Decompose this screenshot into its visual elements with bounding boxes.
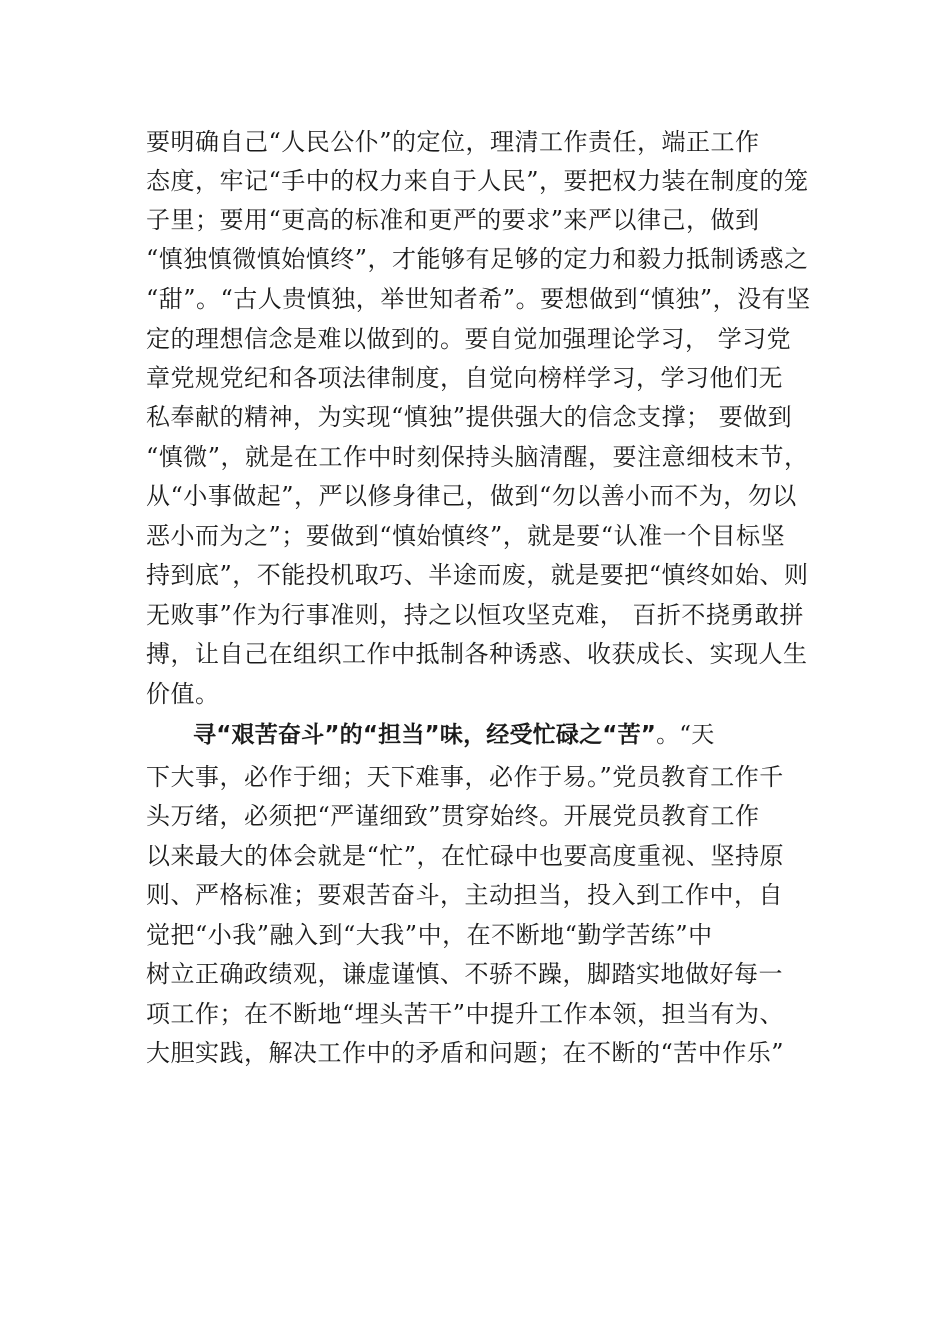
paragraph-1-line-6: 定的理想信念是难以做到的。要自觉加强理论学习， 学习党 bbox=[146, 325, 792, 353]
paragraph-1-line-5: “甜”。“古人贵慎独，举世知者希”。要想做到“慎独”，没有坚 bbox=[146, 285, 811, 313]
paragraph-2-line-7: 项工作；在不断地“埋头苦干”中提升工作本领，担当有为、 bbox=[146, 1000, 785, 1028]
paragraph-2-line-3: 以来最大的体会就是“忙”，在忙碌中也要高度重视、坚持原 bbox=[146, 842, 785, 870]
section-heading-line bbox=[193, 720, 714, 750]
paragraph-2-line-1: 下大事，必作于细；天下难事，必作于易。”党员教育工作千 bbox=[146, 763, 784, 791]
paragraph-1-line-12: 持到底”，不能投机取巧、半途而废，就是要把“慎终如始、则 bbox=[146, 561, 809, 589]
paragraph-2-line-8: 大胆实践，解决工作中的矛盾和问题；在不断的“苦中作乐” bbox=[146, 1039, 785, 1067]
paragraph-1-line-4: “慎独慎微慎始慎终”，才能够有足够的定力和毅力抵制诱惑之 bbox=[146, 245, 809, 273]
paragraph-1-line-10: 从“小事做起”，严以修身律己，做到“勿以善小而不为，勿以 bbox=[146, 482, 797, 510]
paragraph-1-line-7: 章党规党纪和各项法律制度，自觉向榜样学习，学习他们无 bbox=[146, 364, 783, 392]
paragraph-1-line-14: 搏，让自己在组织工作中抵制各种诱惑、收获成长、实现人生 bbox=[146, 640, 808, 668]
paragraph-1-line-2: 态度，牢记“手中的权力来自于人民”，要把权力装在制度的笼 bbox=[146, 167, 809, 195]
paragraph-2-line-2: 头万绪，必须把“严谨细致”贯穿始终。开展党员教育工作 bbox=[146, 802, 760, 830]
paragraph-1-line-8: 私奉献的精神，为实现“慎独”提供强大的信念支撑； 要做到 bbox=[146, 403, 793, 431]
paragraph-1-line-1: 要明确自己“人民公仆”的定位，理清工作责任，端正工作 bbox=[146, 128, 760, 156]
section-heading-continuation: 。“天 bbox=[656, 722, 715, 748]
paragraph-1-line-11: 恶小而为之”；要做到“慎始慎终”，就是要“认准一个目标坚 bbox=[146, 522, 786, 550]
paragraph-1-line-13: 无败事”作为行事准则，持之以恒攻坚克难， 百折不挠勇敢拼 bbox=[146, 601, 804, 629]
paragraph-1-line-9: “慎微”，就是在工作中时刻保持头脑清醒，要注意细枝末节， bbox=[146, 443, 809, 471]
paragraph-2-line-5: 觉把“小我”融入到“大我”中，在不断地“勤学苦练”中 bbox=[146, 921, 713, 949]
paragraph-1-line-3: 子里；要用“更高的标准和更严的要求”来严以律己，做到 bbox=[146, 206, 760, 234]
section-heading: 寻“艰苦奋斗”的“担当”味，经受忙碌之“苦” bbox=[193, 722, 657, 748]
paragraph-2-line-4: 则、严格标准；要艰苦奋斗，主动担当，投入到工作中，自 bbox=[146, 881, 783, 909]
paragraph-2-line-6: 树立正确政绩观，谦虚谨慎、不骄不躁，脚踏实地做好每一 bbox=[146, 960, 783, 988]
paragraph-1-line-15: 价值。 bbox=[146, 680, 220, 708]
